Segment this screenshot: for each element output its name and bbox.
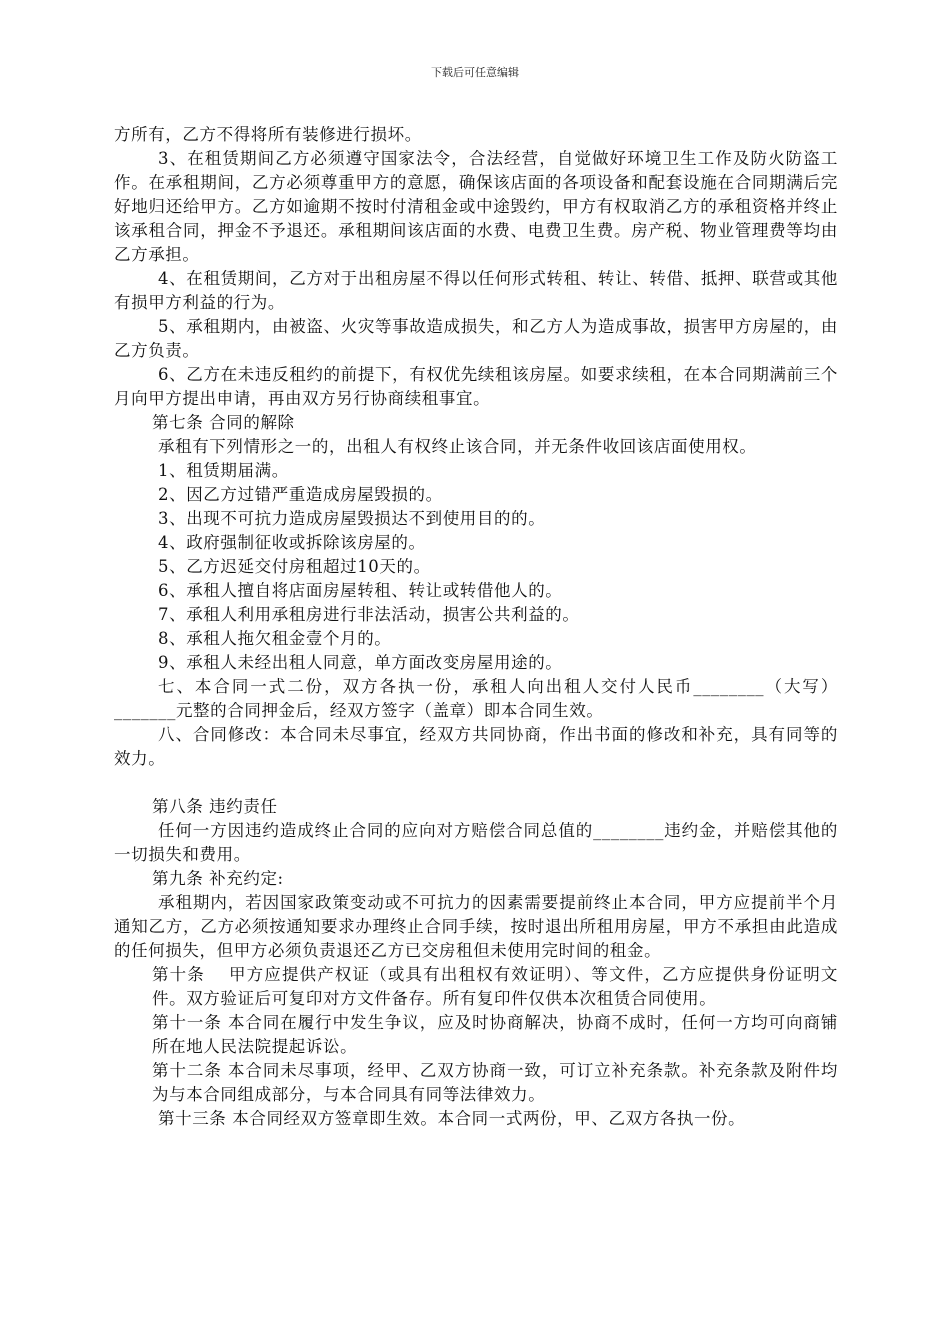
deposit-amount-blank: ________ [693,677,765,696]
clause-4: 4、在租赁期间，乙方对于出租房屋不得以任何形式转租、转让、转借、抵押、联营或其他有损甲方利益的行为。 [114,269,838,312]
termination-item-2: 2、因乙方过错严重造成房屋毁损的。 [158,485,443,504]
deposit-uppercase-blank: _______ [114,701,176,720]
article-7-heading: 第七条 合同的解除 [152,413,295,432]
termination-intro: 承租有下列情形之一的，出租人有权终止该合同，并无条件收回该店面使用权。 [158,437,757,456]
supplementary-agreement: 承租期内，若因国家政策变动或不可抗力的因素需要提前终止本合同，甲方应提前半个月通知乙方，乙方必须按通知要求办理终止合同手续，按时退出所租用房屋，甲方不承担由此造成的任何损失，但甲方必须负责退还乙方已交房租但未使用完时间的租金。 [114,893,838,960]
termination-item-3: 3、出现不可抗力造成房屋毁损达不到使用目的的。 [158,509,546,528]
termination-item-9: 9、承租人未经出租人同意，单方面改变房屋用途的。 [158,653,563,672]
termination-item-8: 8、承租人拖欠租金壹个月的。 [158,629,392,648]
breach-text-a: 任何一方因违约造成终止合同的应向对方赔偿合同总值的 [158,821,594,840]
penalty-blank: ________ [593,821,664,840]
article-10: 第十条 甲方应提供产权证（或具有出租权有效证明）、等文件，乙方应提供身份证明文件。双方验证后可复印对方文件备存。所有复印件仅供本次租赁合同使用。 [152,965,838,1008]
article-8-heading: 第八条 违约责任 [152,797,278,816]
article-13: 第十三条 本合同经双方签章即生效。本合同一式两份，甲、乙双方各执一份。 [158,1109,746,1128]
spacer [114,771,838,795]
clause-modification: 八、合同修改：本合同未尽事宜，经双方共同协商，作出书面的修改和补充，具有同等的效力。 [114,725,838,768]
clause-6: 6、乙方在未违反租约的前提下，有权优先续租该房屋。如要求续租，在本合同期满前三个月向甲方提出申请，再由双方另行协商续租事宜。 [114,365,838,408]
termination-item-7: 7、承租人利用承租房进行非法活动，损害公共利益的。 [158,605,580,624]
deposit-text-c: 元整的合同押金后，经双方签字（盖章）即本合同生效。 [175,701,604,720]
termination-item-1: 1、租赁期届满。 [158,461,289,480]
page-header-note: 下载后可任意编辑 [431,66,519,79]
breach-liability [114,819,838,867]
clause-copies-deposit [114,675,838,723]
termination-item-5: 5、乙方迟延交付房租超过10天的。 [158,557,431,576]
article-9-heading: 第九条 补充约定: [152,869,284,888]
clause-5: 5、承租期内，由被盗、火灾等事故造成损失，和乙方人为造成事故，损害甲方房屋的，由乙方负责。 [114,317,838,360]
clause-3: 3、在租赁期间乙方必须遵守国家法令，合法经营，自觉做好环境卫生工作及防火防盗工作。在承租期间，乙方必须尊重甲方的意愿，确保该店面的各项设备和配套设施在合同期满后完好地归还给甲方。乙方如逾期不按时付清租金或中途毁约，甲方有权取消乙方的承租资格并终止该承租合同，押金不予退还。承租期间该店面的水费、电费卫生费。房产税、物业管理费等均由乙方承担。 [114,149,838,264]
termination-item-6: 6、承租人擅自将店面房屋转租、转让或转借他人的。 [158,581,563,600]
termination-item-4: 4、政府强制征收或拆除该房屋的。 [158,533,426,552]
article-12: 第十二条 本合同未尽事项，经甲、乙双方协商一致，可订立补充条款。补充条款及附件均为与本合同组成部分，与本合同具有同等法律效力。 [152,1061,838,1104]
deposit-text-b: （大写） [764,677,838,696]
deposit-text-a: 七、本合同一式二份，双方各执一份，承租人向出租人交付人民币 [158,677,694,696]
article-11: 第十一条 本合同在履行中发生争议，应及时协商解决，协商不成时，任何一方均可向商铺所在地人民法院提起诉讼。 [152,1013,838,1056]
paragraph-continuation: 方所有，乙方不得将所有装修进行损坏。 [114,125,422,144]
breach-text-b: 违约金，并赔偿其他的一切损失和费用。 [114,821,839,864]
contract-body [114,123,838,1131]
